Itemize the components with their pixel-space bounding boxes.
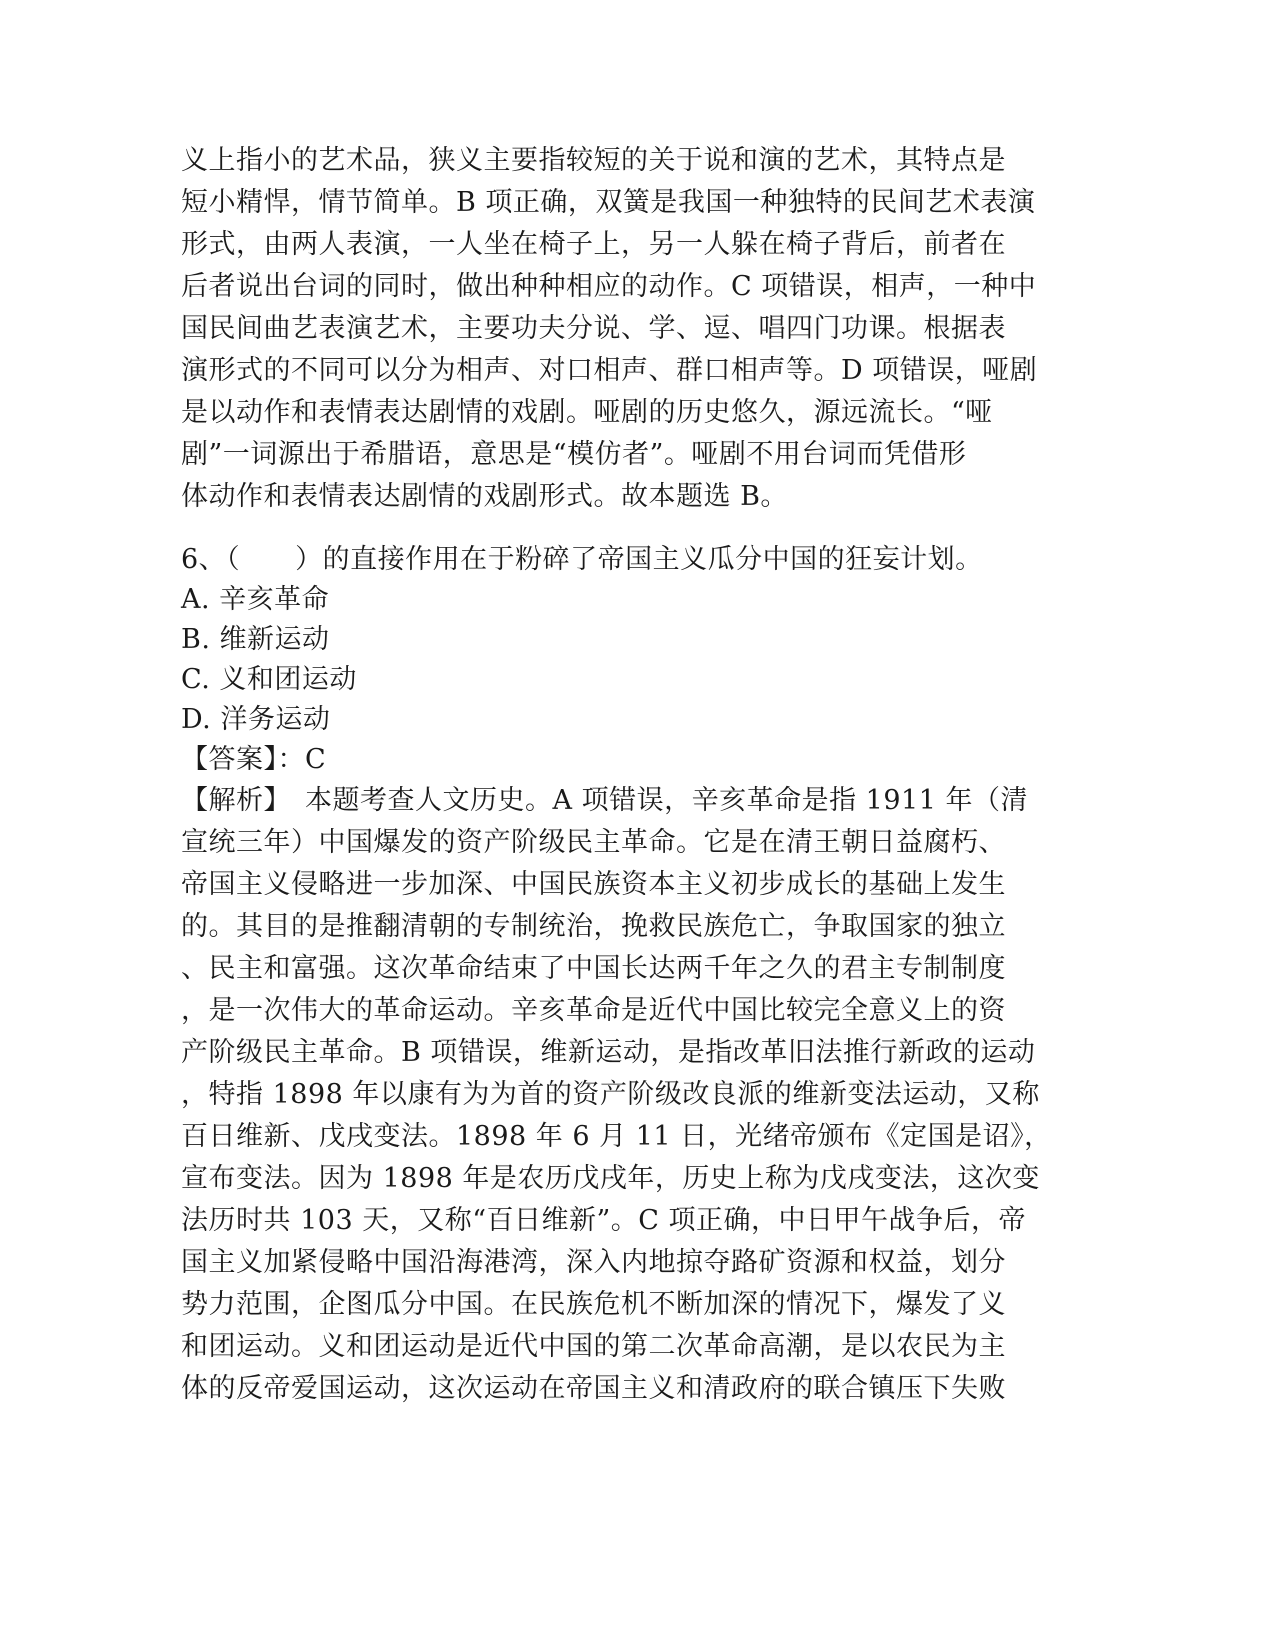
text-line: 后者说出台词的同时，做出种种相应的动作。C 项错误，相声，一种中 bbox=[181, 271, 1037, 302]
text-line: ，特指 1898 年以康有为为首的资产阶级改良派的维新变法运动，又称 bbox=[181, 1079, 1040, 1110]
text-line: 产阶级民主革命。B 项错误，维新运动，是指改革旧法推行新政的运动 bbox=[181, 1037, 1036, 1068]
text-line: 宣布变法。因为 1898 年是农历戊戌年，历史上称为戊戌变法，这次变 bbox=[181, 1163, 1040, 1194]
option-d: D. 洋务运动 bbox=[181, 704, 331, 735]
document-page bbox=[181, 140, 1051, 1410]
text-line: 义上指小的艺术品，狭义主要指较短的关于说和演的艺术，其特点是 bbox=[181, 145, 1006, 176]
text-line: 体的反帝爱国运动，这次运动在帝国主义和清政府的联合镇压下失败 bbox=[181, 1373, 1006, 1404]
text-line: 的。其目的是推翻清朝的专制统治，挽救民族危亡，争取国家的独立 bbox=[181, 911, 1006, 942]
option-c: C. 义和团运动 bbox=[181, 664, 357, 695]
text-line: 是以动作和表情表达剧情的戏剧。哑剧的历史悠久，源远流长。“哑 bbox=[181, 397, 993, 428]
text-line: 宣统三年）中国爆发的资产阶级民主革命。它是在清王朝日益腐朽、 bbox=[181, 827, 1006, 858]
option-b: B. 维新运动 bbox=[181, 624, 330, 655]
question-block bbox=[181, 540, 1051, 1410]
text-line: 、民主和富强。这次革命结束了中国长达两千年之久的君主专制制度 bbox=[181, 953, 1006, 984]
text-line: 体动作和表情表达剧情的戏剧形式。故本题选 B。 bbox=[181, 481, 788, 512]
previous-explanation bbox=[181, 140, 1051, 518]
explanation bbox=[181, 780, 1051, 1410]
text-line: 百日维新、戊戌变法。1898 年 6 月 11 日，光绪帝颁布《定国是诏》， bbox=[181, 1121, 1052, 1152]
text-line: 形式，由两人表演，一人坐在椅子上，另一人躲在椅子背后，前者在 bbox=[181, 229, 1006, 260]
text-line: 和团运动。义和团运动是近代中国的第二次革命高潮，是以农民为主 bbox=[181, 1331, 1006, 1362]
text-line: 国主义加紧侵略中国沿海港湾，深入内地掠夺路矿资源和权益，划分 bbox=[181, 1247, 1006, 1278]
text-line: 法历时共 103 天，又称“百日维新”。C 项正确，中日甲午战争后，帝 bbox=[181, 1205, 1027, 1236]
text-line: 剧”一词源出于希腊语，意思是“模仿者”。哑剧不用台词而凭借形 bbox=[181, 439, 967, 470]
section-gap bbox=[181, 518, 1051, 540]
text-line: 演形式的不同可以分为相声、对口相声、群口相声等。D 项错误，哑剧 bbox=[181, 355, 1038, 386]
question-stem: 6、（ ）的直接作用在于粉碎了帝国主义瓜分中国的狂妄计划。 bbox=[181, 544, 983, 575]
answer-line: 【答案】：C bbox=[181, 744, 327, 775]
text-line: 短小精悍，情节简单。B 项正确，双簧是我国一种独特的民间艺术表演 bbox=[181, 187, 1036, 218]
text-line: 势力范围，企图瓜分中国。在民族危机不断加深的情况下，爆发了义 bbox=[181, 1289, 1006, 1320]
text-line: 【解析】 本题考查人文历史。A 项错误，辛亥革命是指 1911 年（清 bbox=[181, 785, 1028, 816]
option-a: A. 辛亥革命 bbox=[181, 584, 330, 615]
text-line: 国民间曲艺表演艺术，主要功夫分说、学、逗、唱四门功课。根据表 bbox=[181, 313, 1006, 344]
text-line: 帝国主义侵略进一步加深、中国民族资本主义初步成长的基础上发生 bbox=[181, 869, 1006, 900]
text-line: ，是一次伟大的革命运动。辛亥革命是近代中国比较完全意义上的资 bbox=[181, 995, 1006, 1026]
